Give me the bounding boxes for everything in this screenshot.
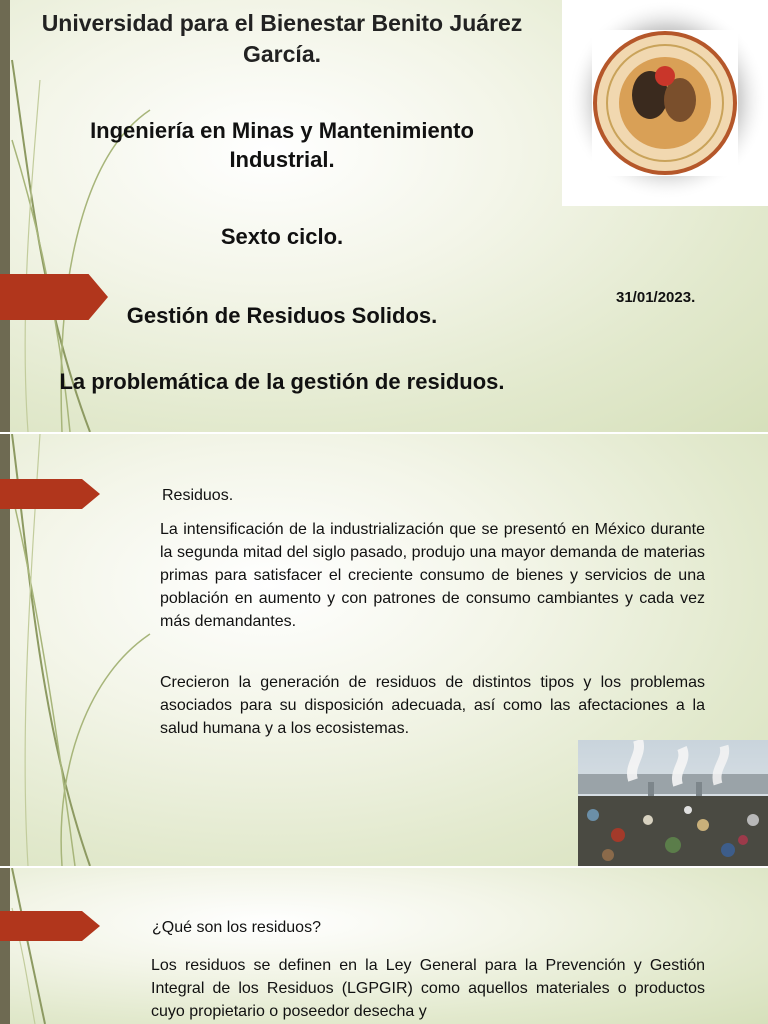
slide-left-bar [0,0,10,432]
section-heading: ¿Qué son los residuos? [152,919,321,936]
slide-que-son-residuos [0,868,768,1024]
paragraph: Los residuos se definen en la Ley General para la Prevención y Gestión Integral de los Residuos (LGPGIR) como aquellos materiales o productos cuyo propietario o poseedor desecha y [151,957,705,1020]
slide-title [0,0,768,432]
accent-arrow [0,479,100,509]
paragraph: La intensificación de la industrialización que se presentó en México durante la segunda mitad del siglo pasado, produjo una mayor demanda de materias primas para satisfacer el creciente consumo de bienes y servicios de una población en aumento y con patrones de consumo cambiantes y cada vez más demandantes. [160,521,705,630]
paragraph: Crecieron la generación de residuos de distintos tipos y los problemas asociados para su disposición adecuada, así como las afectaciones a la salud humana y a los ecosistemas. [160,674,705,737]
university-title: Universidad para el Bienestar Benito Juárez García. [41,10,523,67]
date-label: 31/01/2023. [616,289,696,306]
program-title: Ingeniería en Minas y Mantenimiento Industrial. [90,118,474,172]
course-title: Gestión de Residuos Solidos. [126,303,438,328]
topic-title: La problemática de la gestión de residuos. [59,369,505,394]
slide-residuos [0,434,768,866]
accent-arrow [0,911,100,941]
cycle-title: Sexto ciclo. [220,224,344,249]
landfill-photo [578,740,768,866]
slide-left-bar [0,868,10,1024]
university-logo [562,0,768,206]
section-heading: Residuos. [162,487,234,504]
